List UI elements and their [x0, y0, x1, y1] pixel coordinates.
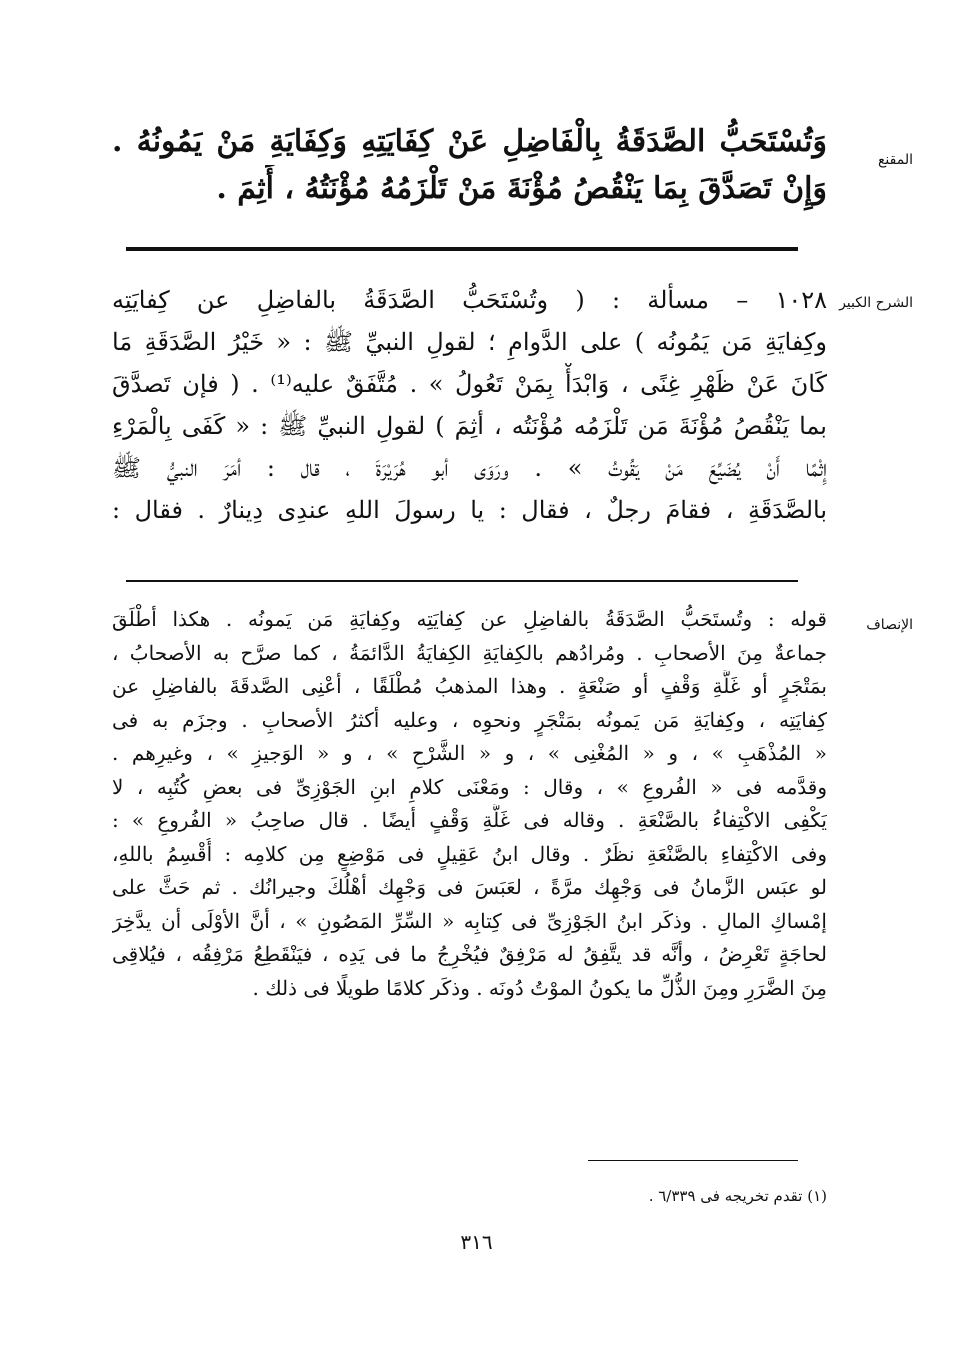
muqni-line: وَتُسْتَحَبُّ الصَّدَقَةُ بِالْفَاضِلِ عَنْ كِفَايَتِهِ وَكِفَايَةِ مَنْ يَمُونُهُ .	[112, 124, 827, 159]
insaf-line: جماعةٌ مِنَ الأصحابِ . ومُرادُهم بالكِفايَةِ الكِفايَةُ الدَّائمَةُ ، كما صرَّح به الأصحابُ ،	[112, 640, 827, 665]
sharh-line: ١٠٢٨ – مسألة : ( وتُسْتَحَبُّ الصَّدَقَةُ بالفاضِلِ عن كِفايَتِه	[112, 286, 827, 314]
sharh-line: إِثْمًا أَنْ يُضَيِّعَ مَنْ يَقُوتُ » . ورَوَى أبو هُرَيْرَةَ ، قال : أمَرَ النبيُّ ﷺ	[112, 454, 827, 482]
sharh-text	[112, 279, 827, 531]
insaf-line: إمْساكِ المالِ . وذكَر ابنُ الجَوْزِىِّ فى كِتابِه « السِّرِّ المَصُونِ » ، أنَّ الأوْلَى أن يدَّخِرَ	[112, 908, 827, 933]
insaf-line: قوله : وتُستَحَبُّ الصَّدَقَةُ بالفاضِلِ عن كِفايَتِه وكِفايَةِ مَن يَمونُه . هكذا أطْلَقَ	[112, 607, 827, 631]
sharh-line: بما يَنْقُصُ مُؤْنَةَ مَن تَلْزَمُه مُؤْنَتُه ، أثِمَ ) لقولِ النبيِّ ﷺ : « كَفَى بِالْمَرْءِ	[112, 412, 827, 440]
insaf-line: مِنَ الضَّرَرِ ومِنَ الذُّلِّ ما يكونُ الموْتُ دُونَه . وذكَر كلامًا طويلًا فى ذلك .	[252, 975, 827, 1000]
section-divider	[126, 247, 798, 251]
insaf-line: وفى الاكْتِفاءِ بالصَّنْعَةِ نظَرٌ . وقال ابنُ عَقِيلٍ فى مَوْضِعٍ مِن كلامِه : أُقْسِمُ باللهِ،	[112, 841, 827, 866]
footnote	[112, 1185, 827, 1207]
insaf-line: كِفايَتِه ، وكِفايَةِ مَن يَمونُه بمَتْجَرٍ ونحوِه ، وعليه أكثرُ الأصحابِ . وجزَم به فى	[112, 707, 827, 732]
sharh-line: بالصَّدَقَةِ ، فقامَ رجلٌ ، فقال : يا رسولَ اللهِ عندِى دِينارٌ . فقال :	[112, 496, 827, 524]
section-divider	[126, 580, 798, 582]
insaf-line: لحاجَةٍ تَعْرِضُ ، وأنَّه قد يتَّفِقُ له مَرْفِقٌ فيُخْرِجُ ما فى يَدِه ، فيَنْقَطِعُ مَرْفِقُه ، فيُلاقِى	[112, 942, 827, 966]
insaf-line: بمَتْجَرٍ أو غَلَّةِ وَقْفٍ أو صَنْعَةٍ . وهذا المذهبُ مُطْلَقًا ، أعْنِى الصَّدقَةَ بالفاضِلِ عن	[112, 674, 827, 698]
insaf-line: « المُذْهَبِ » ، و « المُغْنِى » ، و « الشَّرْحِ » ، و « الوَجيزِ » ، وغيرِهم .	[112, 741, 827, 765]
muqni-text	[112, 118, 827, 212]
muqni-line: وَإِنْ تَصَدَّقَ بِمَا يَنْقُصُ مُؤْنَةَ مَنْ تَلْزَمُهُ مُؤْنَتُهُ ، أَثِمَ .	[216, 171, 827, 206]
insaf-line: وقدَّمه فى « الفُروعِ » ، وقال : ومَعْنَى كلامِ ابنِ الجَوْزِىِّ فى بعضِ كُتُبِه ، لا	[112, 774, 827, 799]
section-label-insaf: الإنصاف	[866, 617, 913, 633]
footnote-text: (١) تقدم تخريجه فى ٦/٣٣٩ .	[648, 1187, 827, 1205]
footnote-divider	[588, 1160, 798, 1161]
section-label-sharh: الشرح الكبير	[839, 295, 913, 311]
insaf-text	[112, 603, 827, 1005]
sharh-line: كَانَ عَنْ ظَهْرِ غِنًى ، وَابْدَأْ بِمَنْ تَعُولُ » . مُتَّفَقٌ عليه⁽¹⁾ . ( فإن تَصدَّقَ	[112, 370, 827, 398]
section-label-muqni: المقنع	[877, 152, 913, 168]
insaf-line: يَكْفِى الاكْتِفاءُ بالصَّنْعَةِ . وقاله فى غَلَّةِ وَقْفٍ أيضًا . قال صاحِبُ « الفُروعِ » :	[112, 808, 827, 832]
page-number: ٣١٦	[460, 1230, 493, 1254]
sharh-line: وكِفايَةِ مَن يَمُونُه ) على الدَّوامِ ؛ لقولِ النبيِّ ﷺ : « خَيْرُ الصَّدَقَةِ مَا	[112, 328, 827, 356]
insaf-line: لو عبَس الزَّمانُ فى وَجْهِك مرَّةً ، لعَبَسَ فى وَجْهِك أهْلُكَ وجيرانُك . ثم حَثَّ على	[112, 875, 827, 899]
